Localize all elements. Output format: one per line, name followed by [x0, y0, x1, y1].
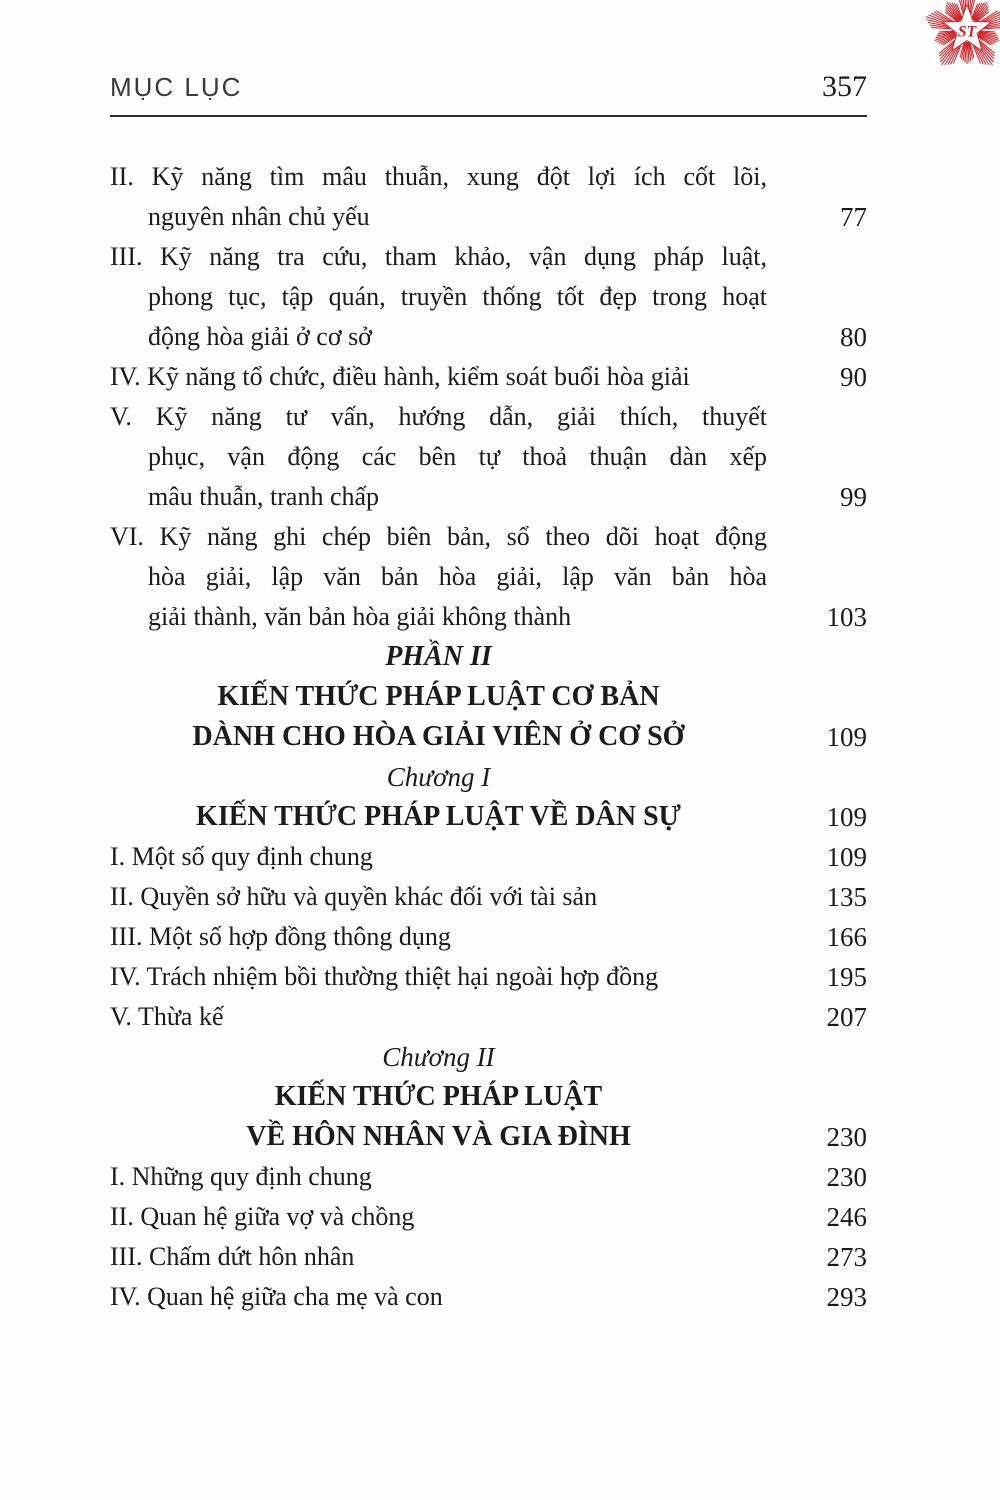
toc-page-ref: 103 — [826, 602, 867, 632]
page-title: MỤC LỤC — [110, 72, 243, 102]
toc-page-ref: 109 — [826, 722, 867, 752]
toc-page-ref: 99 — [840, 482, 867, 512]
toc-line: VI. Kỹ năng ghi chép biên bản, sổ theo dõi hoạt động — [110, 522, 767, 551]
toc-line: III. Kỹ năng tra cứu, tham khảo, vận dụng pháp luật, — [110, 242, 767, 271]
toc-line: II. Quan hệ giữa vợ và chồng — [110, 1202, 415, 1231]
page-header — [110, 0, 867, 117]
toc-page-ref: 246 — [826, 1202, 867, 1232]
toc-entry — [110, 1237, 867, 1277]
toc-line: KIẾN THỨC PHÁP LUẬT VỀ DÂN SỰ — [196, 801, 681, 832]
toc-entry — [110, 157, 867, 237]
toc-heading — [110, 1117, 867, 1157]
toc-page-ref: 90 — [840, 362, 867, 392]
toc-line: hòa giải, lập văn bản hòa giải, lập văn bản hòa — [148, 562, 767, 591]
toc-page-ref: 273 — [826, 1242, 867, 1272]
toc-line: II. Quyền sở hữu và quyền khác đối với tài sản — [110, 882, 598, 911]
toc-line: Chương II — [382, 1042, 495, 1072]
toc-entry — [110, 1157, 867, 1197]
toc-page-ref: 230 — [826, 1162, 867, 1192]
toc-line: động hòa giải ở cơ sở — [148, 322, 372, 351]
toc-entry — [110, 997, 867, 1037]
toc-page-ref: 77 — [840, 202, 867, 232]
toc-line: phục, vận động các bên tự thoả thuận dàn xếp — [148, 442, 767, 471]
toc-page-ref: 166 — [826, 922, 867, 952]
toc-line: V. Kỹ năng tư vấn, hướng dẫn, giải thích, thuyết — [110, 402, 767, 431]
toc-entry — [110, 1197, 867, 1237]
toc-heading — [110, 797, 867, 837]
toc-line: IV. Quan hệ giữa cha mẹ và con — [110, 1282, 443, 1311]
toc-heading — [110, 637, 867, 677]
toc-line: KIẾN THỨC PHÁP LUẬT CƠ BẢN — [217, 681, 660, 712]
toc-line: II. Kỹ năng tìm mâu thuẫn, xung đột lợi ích cốt lõi, — [110, 162, 767, 191]
logo-monogram: ST — [957, 23, 977, 41]
toc-heading — [110, 1077, 867, 1117]
toc-line: nguyên nhân chủ yếu — [148, 202, 370, 231]
publisher-logo — [921, 0, 1000, 76]
toc-heading — [110, 717, 867, 757]
toc-entry — [110, 357, 867, 397]
toc-page-ref: 80 — [840, 322, 867, 352]
toc-list — [110, 157, 867, 1317]
toc-line: DÀNH CHO HÒA GIẢI VIÊN Ở CƠ SỞ — [192, 721, 685, 752]
toc-line: PHẦN II — [385, 641, 492, 672]
toc-line: mâu thuẫn, tranh chấp — [148, 482, 380, 511]
toc-line: KIẾN THỨC PHÁP LUẬT — [274, 1081, 603, 1112]
toc-page-ref: 109 — [826, 802, 867, 832]
toc-entry — [110, 397, 867, 517]
toc-page-ref: 230 — [826, 1122, 867, 1152]
toc-line: V. Thừa kế — [110, 1002, 224, 1031]
toc-page-ref: 293 — [826, 1282, 867, 1312]
toc-line: I. Một số quy định chung — [110, 842, 373, 871]
toc-heading — [110, 677, 867, 717]
toc-line: VỀ HÔN NHÂN VÀ GIA ĐÌNH — [246, 1121, 631, 1152]
toc-line: giải thành, văn bản hòa giải không thành — [148, 602, 572, 631]
toc-line: III. Một số hợp đồng thông dụng — [110, 922, 451, 951]
toc-line: IV. Trách nhiệm bồi thường thiệt hại ngoài hợp đồng — [110, 962, 659, 991]
toc-entry — [110, 1277, 867, 1317]
page-number: 357 — [822, 70, 867, 103]
toc-line: phong tục, tập quán, truyền thống tốt đẹp trong hoạt — [148, 282, 767, 311]
toc-entry — [110, 237, 867, 357]
toc-page-ref: 195 — [826, 962, 867, 992]
toc-line: IV. Kỹ năng tổ chức, điều hành, kiểm soát buổi hòa giải — [110, 362, 690, 391]
toc-entry — [110, 917, 867, 957]
toc-entry — [110, 837, 867, 877]
toc-page-ref: 135 — [826, 882, 867, 912]
toc-page-ref: 109 — [826, 842, 867, 872]
toc-line: III. Chấm dứt hôn nhân — [110, 1242, 355, 1271]
toc-heading — [110, 1037, 867, 1077]
toc-heading — [110, 757, 867, 797]
toc-entry — [110, 877, 867, 917]
toc-entry — [110, 517, 867, 637]
toc-page-ref: 207 — [826, 1002, 867, 1032]
toc-entry — [110, 957, 867, 997]
toc-line: I. Những quy định chung — [110, 1162, 372, 1191]
toc-line: Chương I — [386, 762, 491, 792]
